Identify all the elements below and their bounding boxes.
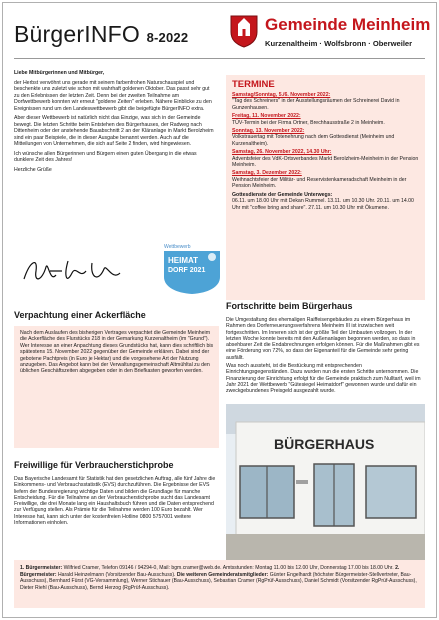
header-divider	[14, 58, 425, 59]
gottesdienst-text: 06.11. um 18.00 Uhr mit Dekan Rummel. 13.11. um 10.30 Uhr. 20.11. um 14.00 Uhr mit "coffee bring and share". 27.11. um 10.30 Uhr mit Ökumene.	[232, 198, 414, 211]
letter-paragraph: Aber dieser Wettbewerb ist natürlich nicht das Einzige, was sich in der Gemeinde bewegt. Die letzten Schritte beim Entstehen des Bürgerhauses, der Radweg nach Dittenheim oder der anstehende Bauabschnitt 2 an der Kläranlage in Markt Berolzheim sind ein paar Beispiele, die in dieser Ausgabe benannt werden. Auch auf die Mitteilungen von Unternehmen, die sich auf Seite 2 finden, wird hingewiesen.	[14, 115, 214, 147]
termine-text: Volkstrauertag mit Totenehrung nach dem Gottesdienst (Meinheim und Kurzenaltheim).	[232, 134, 395, 147]
letter-greeting: Liebe Mitbürgerinnen und Mitbürger,	[14, 70, 105, 76]
badge-line-2: DORF 2021	[168, 267, 206, 274]
building-sign: BÜRGERHAUS	[274, 436, 375, 452]
termine-date: Samstag, 3. Dezember 2022:	[232, 170, 302, 177]
freiwillige-heading: Freiwillige für Verbraucherstichprobe	[14, 460, 174, 470]
municipality-name: Gemeinde Meinheim	[265, 15, 431, 34]
council-label: Die weiteren Gemeinderatsmitglieder:	[176, 571, 269, 578]
termine-entry	[232, 149, 422, 168]
termine-date: Samstag, 26. November 2022, 14.30 Uhr:	[232, 149, 332, 156]
council-info: Günter Engelhardt (höchster Bürgermeister-Stellvertreter, Bau-Ausschuss), Bernhard Fürst (VG-Versammlung), Werner Stichauer (Bau-Ausschuss), Sebastian Cramer (RgPrüf-Ausschuss), Daniel Schmidt (Vorsitzender RgPrüf-Ausschuss), Dieter Riehl (Bau-Ausschuss), Bernd Herzog (RgPrüf-Ausschuss).	[20, 571, 417, 591]
buergerhaus-illustration	[226, 404, 425, 560]
buergerhaus-paragraph: Was noch aussteht, ist die Bestückung mit entsprechenden Einrichtungsgegenständen. Dazu wurden nun die ersten Schritte unternommen. Die Finanzierung der Einrichtung erfolgt für die Gemeinde praktisch zum Nulltarif, weil im Jahr 2021 der Wettbewerb "Gütesiegel Heimatdorf" gewonnen wurde und dafür ein zweckgebundenes Preisgeld ausgezahlt wurde.	[226, 363, 421, 395]
deputy-label: 2. Bürgermeister:	[20, 565, 400, 578]
letter-paragraph: Ich wünsche allen Bürgerinnen und Bürgern einen guten Übergang in die etwas dunklere Zeit des Jahres!	[14, 150, 197, 163]
termine-date: Freitag, 11. November 2022:	[232, 113, 301, 120]
mayor-info: Wilfried Cramer, Telefon 09146 / 94294-0, Mail: bgm.cramer@web.de. Amtsstunden: Montag 11.00 bis 12.00 Uhr, Donnerstag 17.00 bis 18.00 Uhr.	[63, 565, 394, 571]
freiwillige-text: Das Bayerische Landesamt für Statistik hat den gesetzlichen Auftrag, alle fünf Jahre die Einkommens- und Verbrauchsstatistik (EVS) durchzuführen. Die Ergebnisse der EVS liefern der Bundesregierung wichtige Daten und bilden die Grundlage für manche Entscheidung. Für die Teilnahme an der Verbraucherstichprobe sucht das Landesamt Freiwillige, die drei Monate lang ein Haushaltsbuch führen und die Daten entsprechend zur Verfügung stellen. Als Prämie für die Teilnahme werden 100 Euro bezahlt. Wer Interesse hat, kann sich unter der kostenfreien Hotline 0800 5757001 weitere Informationen einholen.	[14, 476, 216, 527]
buergerhaus-heading: Fortschritte beim Bürgerhaus	[226, 301, 353, 311]
deputy-info: Harald Heinzelmann (Vorsitzender Bau-Ausschuss).	[57, 571, 176, 578]
municipality-villages: Kurzenaltheim · Wolfsbronn · Oberweiler	[265, 39, 413, 48]
letter-closing: Herzliche Grüße	[14, 166, 52, 173]
termine-text: Adventsfeier des VdK-Ortsverbandes Markt Berolzheim-Meinheim in der Pension Meinheim.	[232, 155, 419, 169]
acker-text: Nach dem Auslaufen des bisherigen Vertrages verpachtet die Gemeinde Meinheim die Ackerfläche des Flurstücks 218 in der Gemarkung Kurzenaltheim (im "Grund"). Wer Interesse an einer Anpachtung dieses Grundstücks hat, kann dies schriftlich bis spätestens 15. November 2022 gegenüber der Gemeinde erklären. Dabei sind der gebotene Pachtpreis (in Euro je Hektar) und die vorgesehene Art der Nutzung anzugeben. Das Angebot kann bei der Verwaltungsgemeinschaft Altmühltal zu den üblichen Geschäftszeiten abgegeben oder in den Briefkasten geworfen werden.	[20, 330, 214, 375]
termine-date: Samstag/Sonntag, 5./6. November 2022:	[232, 92, 331, 98]
mayor-signature	[20, 253, 140, 289]
termine-heading: TERMINE	[232, 79, 275, 90]
acker-heading: Verpachtung einer Ackerfläche	[14, 310, 146, 320]
badge-top-text: Wettbewerb	[164, 244, 191, 250]
termine-text: TÜV-Termin bei der Firma Ortner, Brechhausstraße 2 in Meinheim.	[232, 119, 385, 126]
heimatdorf-badge	[160, 239, 224, 295]
buergerhaus-paragraph: Die Umgestaltung des ehemaligen Raiffeisengebäudes zu einem Bürgerhaus im Rahmen des Dorferneuerungsverfahrens Meinheim III ist inzwischen weit fortgeschritten. Im Inneren sich ist der größte Teil der Umbauten vollzogen. In der letzten Woche konnte bereits mit den Außenanlagen begonnen werden, so dass in absehbarer Zeit die Endabrechnungen erfolgen können. Für die Maßnahmen gibt es eine Förderung von 72%, so dass der Eigenanteil für die Gemeinde sehr gering ausfällt.	[226, 317, 420, 361]
editorial-letter	[14, 70, 214, 176]
council-footer	[20, 565, 420, 591]
page-title	[14, 22, 188, 50]
buergerhaus-text	[226, 317, 425, 395]
letter-paragraph: der Herbst verwöhnt uns gerade mit seinem farbenfrohen Naturschauspiel und beschenkte uns zuletzt wie schon mit wahrhaft goldenen Oktober. Das passt sehr gut zu den Erlebnissen der letzten Zeit. Denn bei der zweiten Teilnahme am Dorfwettbewerb konnten wir erneut "goldene Zeiten" erleben. Nähere Einblicke zu den Ereignissen rund um den Landeswettbewerb gibt die beigefügte BürgerINFO extra.	[14, 79, 212, 112]
badge-line-1: HEIMAT	[168, 256, 199, 265]
termine-entry	[232, 92, 422, 111]
termine-text: Weihnachtsfeier der Militär- und Reservistenkameradschaft Meinheim in der Pension Meinheim.	[232, 176, 407, 190]
termine-entry	[232, 113, 422, 126]
buergerhaus-photo	[226, 404, 425, 560]
title-text: BürgerINFO	[14, 21, 140, 47]
termine-list	[232, 92, 422, 213]
termine-entry	[232, 192, 422, 211]
termine-text: "Tag des Schreiners" in der Ausstellungsräumen der Schreinerei David in Gunzenhausen.	[232, 98, 400, 111]
termine-date: Sonntag, 13. November 2022:	[232, 128, 305, 135]
mayor-label: 1. Bürgermeister:	[20, 565, 63, 571]
termine-entry	[232, 170, 422, 189]
gottesdienst-heading: Gottesdienste der Gemeinde Unterwegs:	[232, 191, 333, 198]
termine-entry	[232, 128, 422, 147]
coat-of-arms-icon	[230, 14, 258, 48]
issue-number: 8-2022	[146, 30, 189, 45]
